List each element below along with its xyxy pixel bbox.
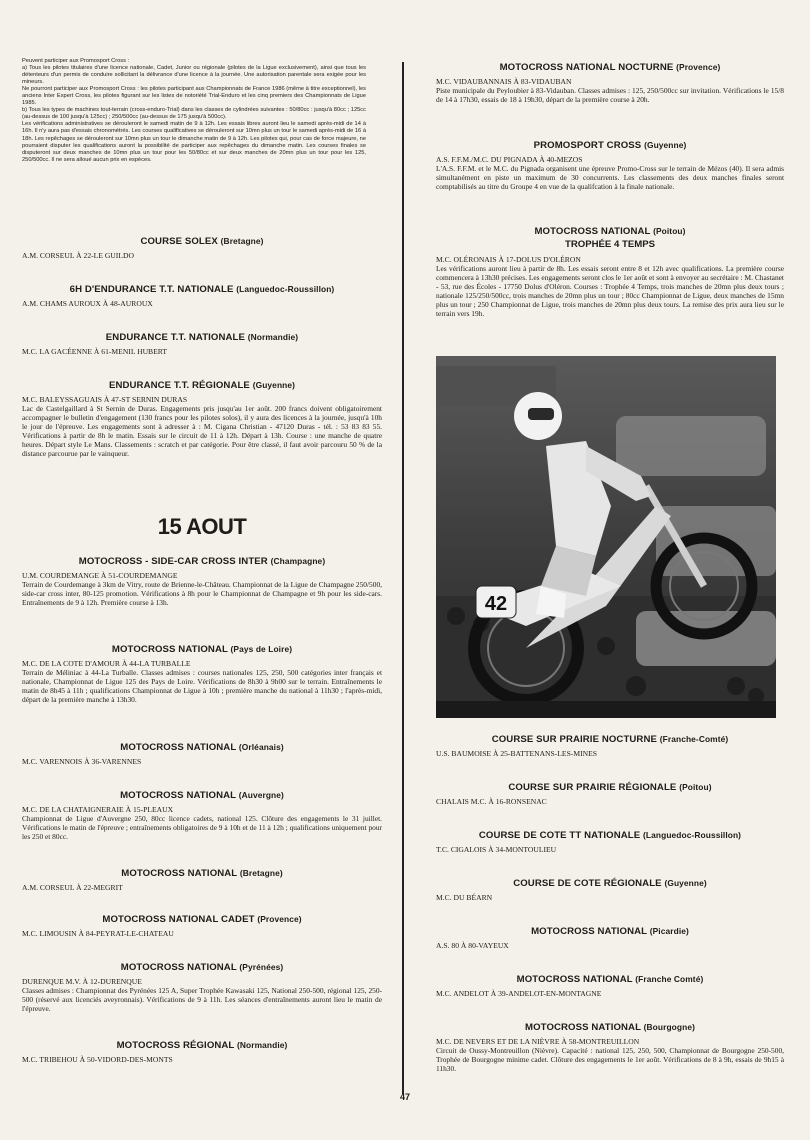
event-title: MOTOCROSS NATIONAL (Auvergne) [120, 790, 284, 801]
event-club: A.M. CHAMS AUROUX À 48-AUROUX [22, 299, 153, 308]
event-entry [22, 644, 382, 704]
event-entry [436, 226, 784, 318]
event-title: COURSE DE COTE TT NATIONALE (Languedoc-Roussillon) [478, 830, 742, 841]
event-club: M.C. TRIBEHOU À 50-VIDORD-DES-MONTS [22, 1055, 173, 1064]
event-title: MOTOCROSS - SIDE-CAR CROSS INTER (Champagne) [78, 556, 326, 567]
promosport-rules [22, 58, 366, 164]
event-details: Terrain de Méliniac à 44-La Turballe. Classes admises : courses nationales 125, 250, 500 catégories inter français et nationale, Championnat de Ligue 125 des Pays de Loire. Vérifications de 8h30 à 9h00 sur le terrain. Entraînements le matin de 8h45 à 11h ; qualifications Championnat de Ligue à 10h ; première manche du national à 11h30 ; l'après-midi, départ de la première manche à 13h30. [22, 668, 382, 704]
event-entry [22, 1040, 382, 1064]
event-title: PROMOSPORT CROSS (Guyenne) [533, 140, 687, 151]
event-entry [436, 734, 784, 758]
bike-number-plate: 42 [484, 593, 508, 615]
event-entry [22, 790, 382, 841]
event-title: MOTOCROSS NATIONAL (Franche Comté) [516, 974, 704, 985]
event-club: A.M. CORSEUL À 22-LE GUILDO [22, 251, 134, 260]
event-entry [22, 380, 382, 458]
event-title: COURSE DE COTE RÉGIONALE (Guyenne) [513, 878, 707, 889]
event-details: Championnat de Ligue d'Auvergne 250, 80cc licence cadets, national 125. Clôture des engagements le 31 juillet. Vérifications le matin de l'épreuve ; entraînements obligatoires de 9 à 10h et de 11 à 12h ; qualifications uniquement pour les 250 et 80cc. [22, 814, 382, 841]
event-title: COURSE SUR PRAIRIE NOCTURNE (Franche-Comté) [491, 734, 729, 745]
event-club: M.C. BALEYSSAGUAIS À 47-ST SERNIN DURAS [22, 395, 188, 404]
event-club: A.S. F.F.M./M.C. DU PIGNADA À 40-MEZOS [436, 155, 583, 164]
event-club: M.C. VARENNOIS À 36-VARENNES [22, 757, 142, 766]
event-entry [22, 284, 382, 308]
event-title: ENDURANCE T.T. RÉGIONALE (Guyenne) [108, 380, 296, 391]
event-subtitle: TROPHÉE 4 TEMPS [564, 239, 656, 250]
event-title: 6H D'ENDURANCE T.T. NATIONALE (Languedoc-Roussillon) [69, 284, 335, 295]
event-title: MOTOCROSS NATIONAL (Pyrénées) [120, 962, 284, 973]
event-entry [22, 236, 382, 260]
event-title: MOTOCROSS NATIONAL CADET (Provence) [102, 914, 302, 925]
event-entry [436, 878, 784, 902]
event-title: MOTOCROSS NATIONAL (Pays de Loire) [111, 644, 293, 655]
event-details: Classes admises : Championnat des Pyrénées 125 A, Super Trophée Kawasaki 125, National 250-500, régional 125, 250-500 (réservé aux licenciés aveyronnais). Vérifications de 9 à 11h. Les séances d'entraînements auront lieu le matin de l'épreuve. [22, 986, 382, 1013]
event-details: Les vérifications auront lieu à partir de 8h. Les essais seront entre 8 et 12h avec qualifications. La première course commencera à 13h30 précises. Les engagements seront clos le 1er août et sont à envoyer au secrétaire : M. Chastanet - 53, rue des Écoles - 17750 Dolus d'Oléron. Courses : Trophée 4 Temps, trois manches de 20mn plus deux tours ; nationale 125/250/500cc, trois manches de 20mn plus un tour ; 80cc Championnat de Ligue, deux manches de 15mn plus un tour ; 250 Championnat de Ligue, trois manches de 20mn plus deux tours. La remise des prix aura lieu sur le terrain vers 19h. [436, 264, 784, 318]
event-club: A.M. CORSEUL À 22-MEGRIT [22, 883, 123, 892]
event-club: M.C. VIDAUBANNAIS À 83-VIDAUBAN [436, 77, 572, 86]
event-entry [22, 332, 382, 356]
event-details: Piste municipale du Peyloubier à 83-Vidauban. Classes admises : 125, 250/500cc sur invitation. Vérifications le 15/8 de 14 à 17h30, essais de 18 à 19h30, départ de la première course à 20h. [436, 86, 784, 104]
date-heading: 15 AOUT [157, 514, 247, 539]
event-title: MOTOCROSS NATIONAL (Bretagne) [121, 868, 283, 879]
intro-paragraph: Peuvent participer aux Promosport Cross : [22, 58, 130, 64]
event-club: M.C. LIMOUSIN À 84-PEYRAT-LE-CHATEAU [22, 929, 174, 938]
event-title: COURSE SOLEX (Bretagne) [140, 236, 264, 247]
intro-paragraph: Ne pourront participer aux Promosport Cross : les pilotes participant aux Championnats de France 1986 (même à titre exceptionnel), les anciens Inter Expert Cross, les pilotes figurant sur les listes de notoriété Trial-Enduro et les cinq premiers des Championnats de Ligue 1985. [22, 86, 366, 107]
event-club: M.C. DE LA COTE D'AMOUR À 44-LA TURBALLE [22, 659, 191, 668]
event-title: MOTOCROSS NATIONAL (Picardie) [531, 926, 689, 937]
event-details: Terrain de Courdemange à 3km de Vitry, route de Brienne-le-Château. Championnat de la Ligue de Champagne 250/500, side-car cross inter, 80-125 promotion. Vérifications à 8h pour le Championnat de Champagne et 9h pour les side-cars. Entraînements de 9 à 12h. Première course à 13h. [22, 580, 382, 607]
event-club: M.C. ANDELOT À 39-ANDELOT-EN-MONTAGNE [436, 989, 602, 998]
event-entry [22, 914, 382, 938]
intro-paragraph: a) Tous les pilotes titulaires d'une licence nationale, Cadet, Junior ou régionale (pilotes de la Ligue exclusivement), ainsi que tous les détenteurs d'un permis de conduire sollicitant la délivrance d'une licence à la journée. Une autorisation parentale sera exigée pour les mineurs. [22, 65, 366, 86]
event-club: M.C. LA GACÉENNE À 61-MENIL HUBERT [22, 347, 168, 356]
event-entry [22, 556, 382, 607]
event-title: MOTOCROSS RÉGIONAL (Normandie) [116, 1040, 288, 1051]
event-entry [436, 926, 784, 950]
event-entry [22, 962, 382, 1013]
event-title: MOTOCROSS NATIONAL (Bourgogne) [525, 1022, 695, 1033]
event-club: T.C. CIGALOIS À 34-MONTOULIEU [436, 845, 557, 854]
event-entry [22, 742, 382, 766]
event-entry [436, 140, 784, 191]
motocross-rider-illustration [436, 356, 776, 718]
event-club: U.S. BAUMOISE À 25-BATTENANS-LES-MINES [436, 749, 597, 758]
event-entry [436, 830, 784, 854]
motocross-photo [436, 356, 776, 718]
page-number: 47 [399, 1092, 410, 1102]
event-details: Lac de Castelgaillard à St Sernin de Duras. Engagements pris jusqu'au 1er août. 200 francs doivent obligatoirement accompagner le bulletin d'engagement (130 francs pour les pilotes solos), il y aura des licences à la journée, jusqu'à 10h le jour de l'épreuve. Les engagements sont à adresser à : M. Cigana Christian - 47120 Duras - tél. : 53 83 83 55. Vérifications à partir de 8h le matin. Essais sur le circuit de 11 à 12h. Départ à 13h. Course : une manche de quatre heures. Départ style Le Mans. Classements : scratch et par catégorie. Pour être classé, il faut avoir parcouru 50 % de la distance parcourue par le vainqueur. [22, 404, 382, 458]
event-entry [436, 1022, 784, 1073]
event-entry [436, 782, 784, 806]
event-entry [436, 62, 784, 104]
event-title: MOTOCROSS NATIONAL NOCTURNE (Provence) [499, 62, 721, 73]
event-club: U.M. COURDEMANGE À 51-COURDEMANGE [22, 571, 178, 580]
event-club: M.C. DE NEVERS ET DE LA NIÈVRE À 58-MONTREUILLON [436, 1037, 640, 1046]
event-details: Circuit de Oussy-Montreuillon (Nièvre). Capacité : national 125, 250, 500, Championnat de Bourgogne 250-500, Trophée de Bourgogne minime cadet. Clôture des engagements le 1er août. Vérifications de 8 à 9h, essais de 9h15 à 11h30. [436, 1046, 784, 1073]
event-club: CHALAIS M.C. À 16-RONSENAC [436, 797, 547, 806]
event-club: A.S. 80 À 80-VAYEUX [436, 941, 509, 950]
event-title: COURSE SUR PRAIRIE RÉGIONALE (Poitou) [508, 782, 712, 793]
event-title: ENDURANCE T.T. NATIONALE (Normandie) [105, 332, 299, 343]
event-club: M.C. OLÉRONAIS À 17-DOLUS D'OLÉRON [436, 255, 581, 264]
event-title: MOTOCROSS NATIONAL (Orléanais) [120, 742, 284, 753]
event-entry [436, 974, 784, 998]
intro-paragraph: Les vérifications administratives se dérouleront le samedi matin de 9 à 12h. Les essais libres auront lieu le samedi après-midi de 14 à 16h. Il n'y aura pas d'essais chronométrés. Les courses qualificatives se dérouleront sur 10mn plus un tour le samedi après-midi de 16 à 18h. Les repêchages se dérouleront sur 10mn plus un tour le dimanche matin de 9 à 12h. Les pilotes qui, pour cas de force majeure, ne pourraient disputer les qualifications auront la possibilité de participer aux repêchages du dimanche matin. Les courses finales se disputeront sur deux manches de 10mn plus un tour pour les 50/80cc et sur deux manches de 20mn plus un tour pour les 125, 250/500cc. Il ne sera alloué aucun prix en espèces. [22, 121, 366, 163]
intro-paragraph: b) Tous les types de machines tout-terrain (cross-enduro-Trial) dans les classes de cylindrées suivantes : 50/80cc : jusqu'à 80cc ; 125cc (au-dessus de 100 jusqu'à 125cc) ; 250/500cc (au-dessus de 175 jusqu'à 500cc). [22, 107, 366, 121]
event-entry [22, 868, 382, 892]
column-divider [402, 62, 404, 1094]
event-club: DURENQUE M.V. À 12-DURENQUE [22, 977, 142, 986]
event-details: L'A.S. F.F.M. et le M.C. du Pignada organisent une épreuve Promo-Cross sur le terrain de Mézos (40). Il sera admis simultanément en piste un maximum de 30 concurrents. Les classements des deux manches finales seront comptabilisés au titre du Groupe 4 en vue de la qualifcation à la finale nationale. [436, 164, 784, 191]
event-title: MOTOCROSS NATIONAL (Poitou) [534, 226, 686, 237]
event-club: M.C. DE LA CHATAIGNERAIE À 15-PLEAUX [22, 805, 174, 814]
event-club: M.C. DU BÉARN [436, 893, 493, 902]
